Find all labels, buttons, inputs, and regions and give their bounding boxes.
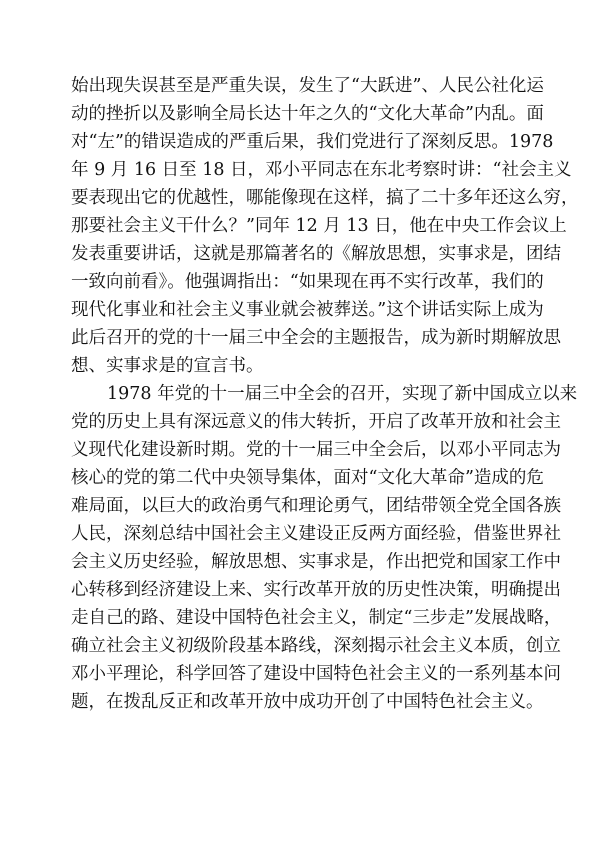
paragraph-2 xyxy=(71,380,578,716)
text-line: 确立社会主义初级阶段基本路线，深刻揭示社会主义本质，创立 xyxy=(71,636,561,656)
text-line: 此后召开的党的十一届三中全会的主题报告，成为新时期解放思 xyxy=(71,328,561,348)
text-line: 发表重要讲话，这就是那篇著名的《解放思想，实事求是，团结 xyxy=(71,244,561,264)
text-line: 心转移到经济建设上来、实行改革开放的历史性决策，明确提出 xyxy=(71,580,561,600)
text-line: 始出现失误甚至是严重失误，发生了“大跃进”、人民公社化运 xyxy=(71,76,544,96)
text-line: 要表现出它的优越性，哪能像现在这样，搞了二十多年还这么穷， xyxy=(71,188,579,208)
text-line: 动的挫折以及影响全局长达十年之久的“文化大革命”内乱。面 xyxy=(71,104,544,124)
text-line: 义现代化建设新时期。党的十一届三中全会后，以邓小平同志为 xyxy=(71,440,561,460)
text-line: 核心的党的第二代中央领导集体，面对“文化大革命”造成的危 xyxy=(71,468,544,488)
text-line: 难局面，以巨大的政治勇气和理论勇气，团结带领全党全国各族 xyxy=(71,496,561,516)
text-line: 题，在拨乱反正和改革开放中成功开创了中国特色社会主义。 xyxy=(71,692,544,712)
text-line: 对“左”的错误造成的严重后果，我们党进行了深刻反思。1978 xyxy=(71,132,554,152)
paragraph-1 xyxy=(71,72,579,380)
text-line: 人民，深刻总结中国社会主义建设正反两方面经验，借鉴世界社 xyxy=(71,524,561,544)
document-body xyxy=(71,72,579,716)
text-line: 邓小平理论，科学回答了建设中国特色社会主义的一系列基本问 xyxy=(71,664,561,684)
text-line: 那要社会主义干什么？”同年 12 月 13 日，他在中央工作会议上 xyxy=(71,216,567,236)
text-line: 现代化事业和社会主义事业就会被葬送。”这个讲话实际上成为 xyxy=(71,300,544,320)
text-line: 走自己的路、建设中国特色社会主义，制定“三步走”发展战略， xyxy=(71,608,562,628)
text-line: 会主义历史经验，解放思想、实事求是，作出把党和国家工作中 xyxy=(71,552,561,572)
text-line: 党的历史上具有深远意义的伟大转折，开启了改革开放和社会主 xyxy=(71,412,561,432)
text-line: 想、实事求是的宣言书。 xyxy=(71,356,264,376)
text-line: 1978 年党的十一届三中全会的召开，实现了新中国成立以来 xyxy=(107,384,578,404)
text-line: 年 9 月 16 日至 18 日，邓小平同志在东北考察时讲：“社会主义 xyxy=(71,160,572,180)
text-line: 一致向前看》。他强调指出：“如果现在再不实行改革，我们的 xyxy=(71,272,544,292)
